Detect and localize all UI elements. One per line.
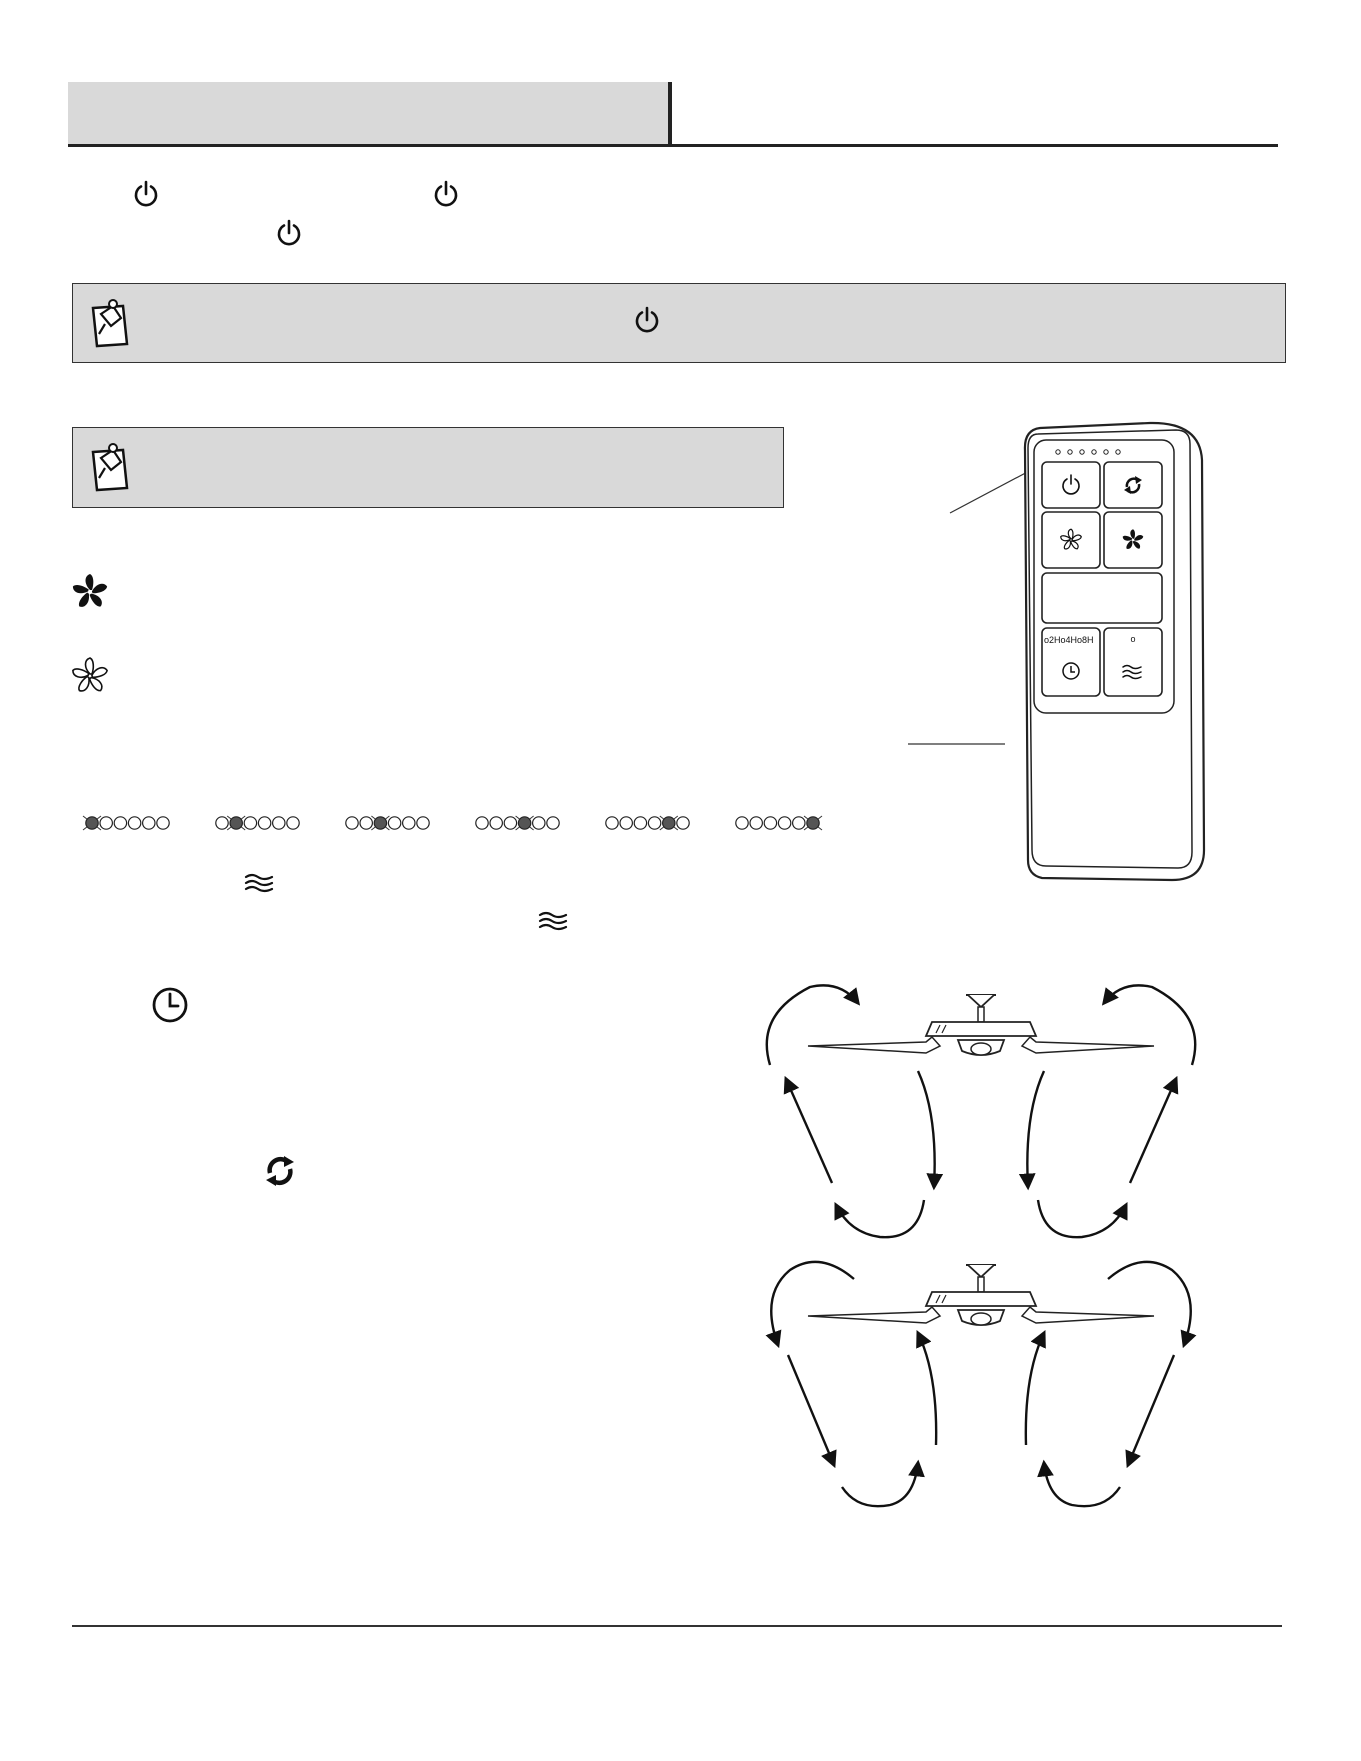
- indicator-light-off: [778, 817, 790, 829]
- fan-low-icon: [70, 656, 110, 696]
- power-icon: [132, 180, 160, 208]
- speed-level-indicator: [476, 816, 559, 830]
- reverse-button: [1104, 462, 1162, 508]
- indicator-light-off: [677, 817, 689, 829]
- speed-level-indicator: [606, 816, 689, 830]
- note-pin-icon: [87, 440, 133, 494]
- section-header-box: [68, 82, 672, 146]
- indicator-light-off: [143, 817, 155, 829]
- footer-rule: [72, 1625, 1282, 1627]
- header-rule: [68, 144, 1278, 147]
- speed-level-indicator: [346, 816, 429, 830]
- indicator-light-off: [346, 817, 358, 829]
- speed-level-indicator: [83, 816, 169, 830]
- breeze-icon: [244, 872, 274, 894]
- airflow-diagrams: [750, 975, 1210, 1535]
- speed-level-indicator: [736, 816, 822, 830]
- power-icon: [432, 180, 460, 208]
- indicator-light: [1080, 450, 1084, 454]
- indicator-light-off: [606, 817, 618, 829]
- speed-level-indicator: [216, 816, 299, 830]
- indicator-light-off: [547, 817, 559, 829]
- note-box: [72, 427, 784, 508]
- indicator-light-off: [216, 817, 228, 829]
- indicator-light-on: [86, 817, 98, 829]
- power-button: [1042, 462, 1100, 508]
- fan-low-button: [1042, 512, 1100, 568]
- indicator-light-off: [273, 817, 285, 829]
- fan-diagram-updraft: [771, 1262, 1191, 1506]
- indicator-light-on: [663, 817, 675, 829]
- indicator-light-off: [244, 817, 256, 829]
- indicator-light-off: [750, 817, 762, 829]
- reverse-icon: [262, 1153, 298, 1189]
- indicator-light: [1116, 450, 1120, 454]
- indicator-light-off: [504, 817, 516, 829]
- indicator-light-off: [490, 817, 502, 829]
- indicator-light-off: [157, 817, 169, 829]
- indicator-light-off: [114, 817, 126, 829]
- indicator-light-off: [403, 817, 415, 829]
- wide-button: [1042, 573, 1162, 623]
- indicator-light-off: [258, 817, 270, 829]
- indicator-light-on: [807, 817, 819, 829]
- indicator-light-off: [417, 817, 429, 829]
- indicator-light-off: [533, 817, 545, 829]
- fan-high-button: [1104, 512, 1162, 568]
- indicator-light-off: [736, 817, 748, 829]
- fan-high-icon: [70, 572, 110, 612]
- indicator-light-on: [230, 817, 242, 829]
- indicator-light-off: [793, 817, 805, 829]
- indicator-light-off: [287, 817, 299, 829]
- indicator-light: [1092, 450, 1096, 454]
- indicator-light-off: [360, 817, 372, 829]
- indicator-light-on: [374, 817, 386, 829]
- breeze-icon: [538, 910, 568, 932]
- indicator-light-on: [518, 817, 530, 829]
- note-box: [72, 283, 1286, 363]
- indicator-light-off: [764, 817, 776, 829]
- indicator-light-off: [634, 817, 646, 829]
- timer-icon: [150, 985, 190, 1025]
- indicator-light-off: [648, 817, 660, 829]
- indicator-light: [1068, 450, 1072, 454]
- indicator-light: [1056, 450, 1060, 454]
- note-pin-icon: [87, 296, 133, 350]
- speed-indicator-strip: [70, 808, 850, 838]
- indicator-light-off: [476, 817, 488, 829]
- remote-control-illustration: [900, 420, 1220, 890]
- power-icon: [633, 306, 661, 334]
- indicator-light: [1104, 450, 1108, 454]
- indicator-light-off: [128, 817, 140, 829]
- fan-diagram-downdraft: [767, 985, 1195, 1237]
- breeze-indicator: o: [1130, 634, 1136, 644]
- timer-labels: o2Ho4Ho8H: [1044, 635, 1094, 645]
- power-icon: [275, 219, 303, 247]
- indicator-light-off: [620, 817, 632, 829]
- indicator-light-off: [388, 817, 400, 829]
- indicator-light-off: [100, 817, 112, 829]
